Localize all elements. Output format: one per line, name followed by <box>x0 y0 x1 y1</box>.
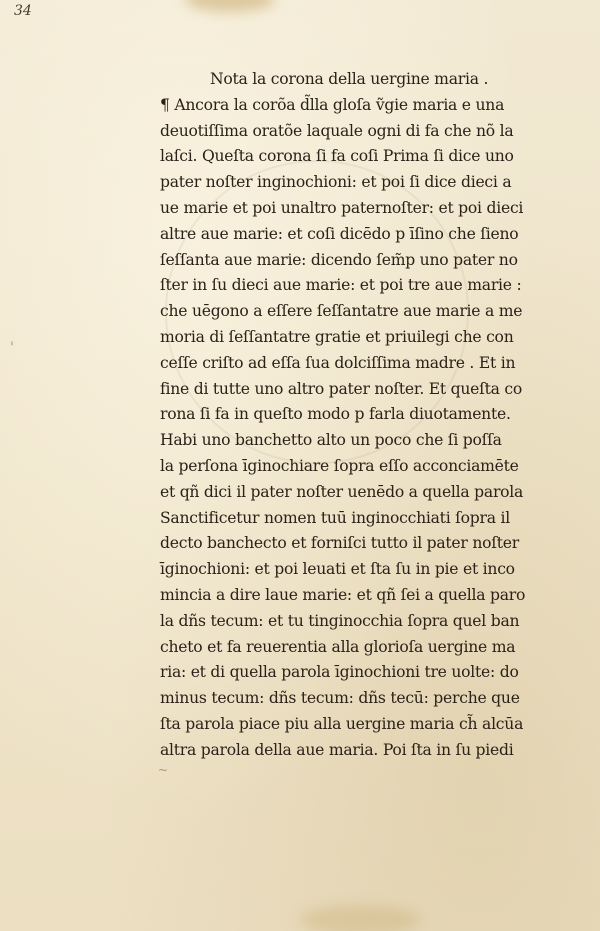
text-line: deuotiſſima oratõe laquale ogni di fa che nõ la <box>160 121 514 140</box>
text-block <box>160 67 560 764</box>
text-line: laſci. Queſta corona ſi fa coſi Prima ſi dice uno <box>160 147 514 166</box>
paper-stain <box>185 0 275 12</box>
text-line: rona ſi fa in queſto modo p farla diuotamente. <box>160 405 511 424</box>
text-line: ſeſſanta aue marie: dicendo ſem̃p uno pater no <box>160 250 518 269</box>
text-line: Sanctificetur nomen tuū inginocchiati ſopra il <box>160 508 510 527</box>
text-line: ceſſe criſto ad eſſa ſua dolciſſima madre . Et in <box>160 353 516 372</box>
text-line: moria di ſeſſantatre gratie et priuilegi che con <box>160 327 514 346</box>
text-line: mincia a dire laue marie: et qñ ſei a quella paro <box>160 585 526 604</box>
text-line: Habi uno banchetto alto un poco che ſi poſſa <box>160 431 502 450</box>
text-line: et qñ dici il pater noſter uenēdo a quella parola <box>160 482 524 501</box>
text-line: fine di tutte uno altro pater noſter. Et queſta co <box>160 379 523 398</box>
text-line: ſter in ſu dieci aue marie: et poi tre aue marie : <box>160 276 522 295</box>
folio-number: 34 <box>14 3 32 19</box>
text-line: ¶ Ancora la corõa d̃lla gloſa ṽgie maria e una <box>160 95 505 114</box>
text-line: īginochioni: et poi leuati et ſta ſu in pie et inco <box>160 560 515 579</box>
text-line: decto banchecto et forniſci tutto il pater noſter <box>160 534 519 553</box>
text-line: pater noſter inginochioni: et poi ſi dice dieci a <box>160 173 512 192</box>
text-line: ria: et di quella parola īginochioni tre uolte: do <box>160 663 519 682</box>
text-line: minus tecum: dñs tecum: dñs tecū: perche que <box>160 689 520 708</box>
text-line: altra parola della aue maria. Poi ſta in ſu piedi <box>160 740 514 759</box>
text-line: la perſona īginochiare ſopra eſſo acconciamēte <box>160 456 519 475</box>
text-line: che uēgono a eſſere ſeſſantatre aue marie a me <box>160 302 523 321</box>
text-line: altre aue marie: et coſi dicēdo p īſino che ſieno <box>160 224 519 243</box>
text-line: la dñs tecum: et tu tinginocchia ſopra quel ban <box>160 611 520 630</box>
paper-stain <box>300 905 420 931</box>
ink-mark: ' <box>10 340 14 356</box>
text-line: ue marie et poi unaltro paternoſter: et poi dieci <box>160 198 524 217</box>
text-line: ſta parola piace piu alla uergine maria ch̃ alcūa <box>160 714 524 733</box>
text-line: cheto et fa reuerentia alla glorioſa uergine ma <box>160 637 516 656</box>
ink-mark: ~ <box>158 763 169 777</box>
section-title: Nota la corona della uergine maria . <box>210 70 489 88</box>
